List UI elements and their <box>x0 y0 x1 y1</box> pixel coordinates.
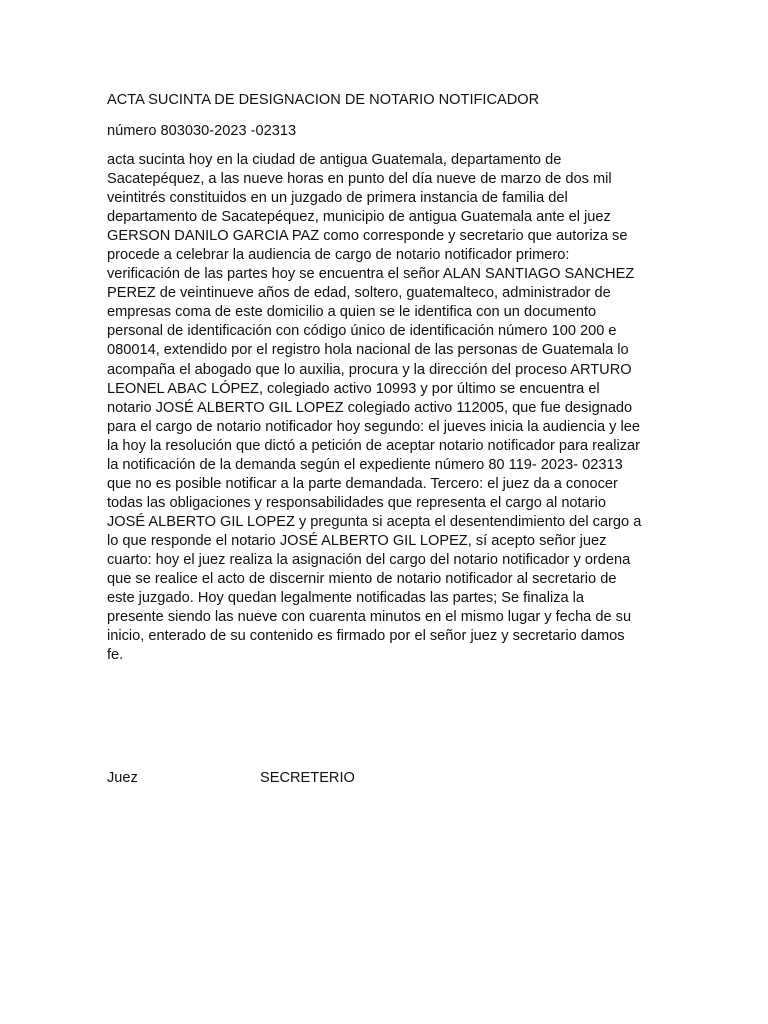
document-title: ACTA SUCINTA DE DESIGNACION DE NOTARIO NOTIFICADOR <box>107 92 540 108</box>
judge-signature-label: Juez <box>107 770 138 786</box>
body-line: que se realice el acto de discernir miento de notario notificador al secretario de <box>107 571 617 588</box>
body-line: inicio, enterado de su contenido es firmado por el señor juez y secretario damos <box>107 628 625 645</box>
secretary-signature-label: SECRETERIO <box>260 770 355 786</box>
body-line: PEREZ de veintinueve años de edad, soltero, guatemalteco, administrador de <box>107 285 611 302</box>
body-line: la notificación de la demanda según el expediente número 80 119- 2023- 02313 <box>107 456 623 473</box>
document-number: número 803030-2023 -02313 <box>107 123 297 139</box>
body-line: este juzgado. Hoy quedan legalmente notificadas las partes; Se finaliza la <box>107 590 585 607</box>
body-line: veintitrés constituidos en un juzgado de primera instancia de familia del <box>107 190 568 207</box>
body-line: personal de identificación con código único de identificación número 100 200 e <box>107 323 617 340</box>
body-line: lo que responde el notario JOSÉ ALBERTO GIL LOPEZ, sí acepto señor juez <box>107 532 607 549</box>
body-line: la hoy la resolución que dictó a petición de aceptar notario notificador para realizar <box>107 437 640 454</box>
body-line: verificación de las partes hoy se encuentra el señor ALAN SANTIAGO SANCHEZ <box>107 266 635 283</box>
body-line: que no es posible notificar a la parte demandada. Tercero: el juez da a conocer <box>107 475 618 492</box>
body-line: empresas coma de este domicilio a quien se le identifica con un documento <box>107 304 597 321</box>
body-line: Sacatepéquez, a las nueve horas en punto del día nueve de marzo de dos mil <box>107 171 612 188</box>
body-line: todas las obligaciones y responsabilidades que representa el cargo al notario <box>107 494 606 511</box>
document-body <box>107 151 667 665</box>
body-line: JOSÉ ALBERTO GIL LOPEZ y pregunta si acepta el desentendimiento del cargo a <box>107 513 642 530</box>
body-line: acta sucinta hoy en la ciudad de antigua Guatemala, departamento de <box>107 152 562 168</box>
body-line: fe. <box>107 647 124 664</box>
body-line: presente siendo las nueve con cuarenta minutos en el mismo lugar y fecha de su <box>107 609 632 626</box>
body-line: para el cargo de notario notificador hoy segundo: el jueves inicia la audiencia y lee <box>107 418 641 435</box>
body-line: procede a celebrar la audiencia de cargo de notario notificador primero: <box>107 247 570 264</box>
body-line: cuarto: hoy el juez realiza la asignación del cargo del notario notificador y ordena <box>107 551 631 568</box>
body-line: acompaña el abogado que lo auxilia, procura y la dirección del proceso ARTURO <box>107 361 632 378</box>
body-line: departamento de Sacatepéquez, municipio de antigua Guatemala ante el juez <box>107 209 611 226</box>
body-line: notario JOSÉ ALBERTO GIL LOPEZ colegiado activo 112005, que fue designado <box>107 399 633 416</box>
body-line: GERSON DANILO GARCIA PAZ como corresponde y secretario que autoriza se <box>107 228 628 245</box>
body-line: LEONEL ABAC LÓPEZ, colegiado activo 10993 y por último se encuentra el <box>107 380 600 397</box>
body-line: 080014, extendido por el registro hola nacional de las personas de Guatemala lo <box>107 342 629 359</box>
